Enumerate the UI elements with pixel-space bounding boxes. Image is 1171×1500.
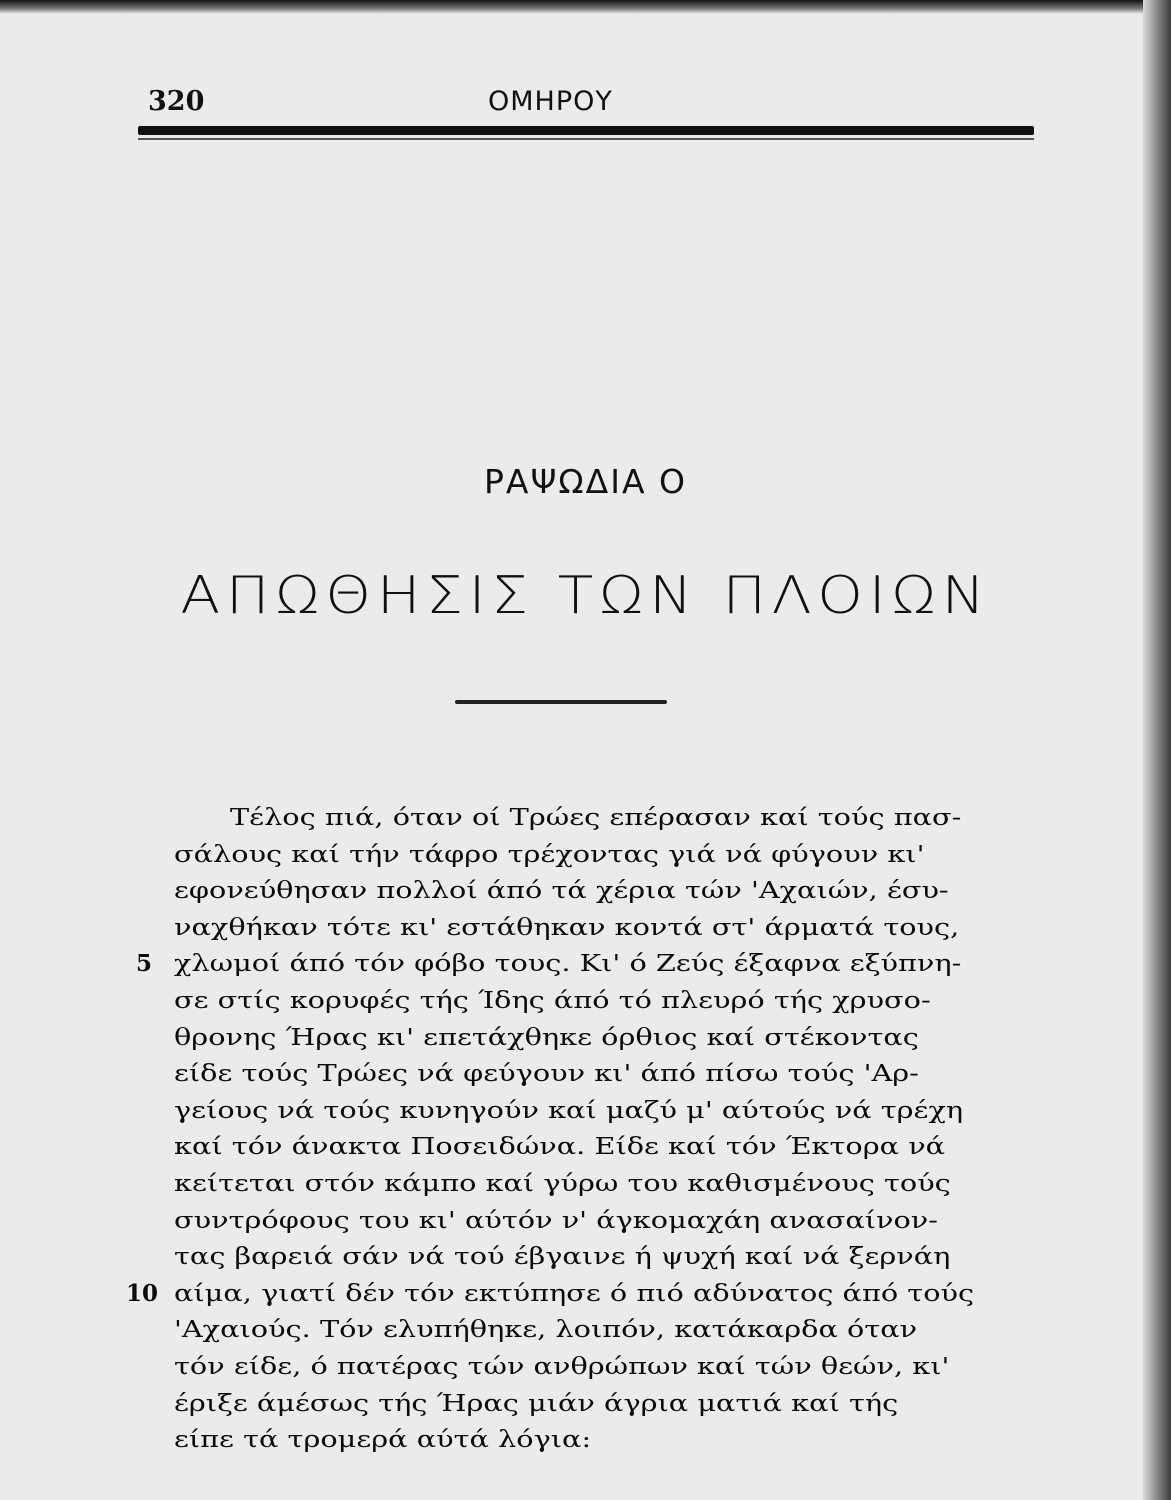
header-rule-thin <box>138 138 1034 140</box>
text-line <box>126 1276 1020 1313</box>
text-line <box>136 946 1020 983</box>
text-line <box>160 1349 1020 1386</box>
running-header <box>148 86 1028 126</box>
text-line <box>160 1129 1020 1166</box>
text-line <box>160 800 1020 837</box>
line-text: αίμα, γιατί δέν τόν εκτύπησε ό πιό αδύνατος άπό τούς <box>174 1280 975 1307</box>
line-text: Τέλος πιά, όταν οί Τρώες επέρασαν καί τούς πασ- <box>230 805 962 831</box>
scan-top-edge <box>0 0 1171 14</box>
text-line <box>160 910 1020 947</box>
line-text: συντρόφους του κι' αύτόν ν' άγκομαχάη ανασαίνον- <box>174 1207 938 1234</box>
title-separator-rule <box>455 700 667 704</box>
text-line <box>160 1312 1020 1349</box>
text-line <box>160 1422 1020 1459</box>
line-text: τας βαρειά σάν νά τού έβγαινε ή ψυχή καί νά ξερνάη <box>174 1244 951 1271</box>
rhapsody-heading: ΡΑΨΩΔΙΑ Ο <box>483 462 687 501</box>
running-title: ΟΜΗΡΟΥ <box>488 86 613 117</box>
header-rule <box>138 126 1034 135</box>
text-line <box>160 837 1020 874</box>
line-text: είδε τούς Τρώες νά φεύγουν κι' άπό πίσω τούς 'Αρ- <box>174 1061 919 1088</box>
text-line <box>160 1386 1020 1423</box>
text-line <box>160 1093 1020 1130</box>
text-line <box>160 1239 1020 1276</box>
page-number: 320 <box>148 86 205 117</box>
line-text: θρονης Ήρας κι' επετάχθηκε όρθιος καί στέκοντας <box>174 1024 919 1051</box>
line-text: κείτεται στόν κάμπο καί γύρω του καθισμένους τούς <box>174 1170 951 1197</box>
body-text <box>126 800 1020 1459</box>
line-text: είπε τά τρομερά αύτά λόγια: <box>174 1427 592 1454</box>
text-line <box>160 1056 1020 1093</box>
line-text: σε στίς κορυφές τής Ίδης άπό τό πλευρό τής χρυσο- <box>174 987 931 1014</box>
text-line <box>160 983 1020 1020</box>
book-title: ΑΠΩΘΗΣΙΣ ΤΩΝ ΠΛΟΙΩΝ <box>180 566 991 626</box>
line-text: εφονεύθησαν πολλοί άπό τά χέρια τών 'Αχαιών, έσυ- <box>174 878 949 905</box>
text-line <box>160 1020 1020 1057</box>
text-line <box>160 1203 1020 1240</box>
line-text: γείους νά τούς κυνηγούν καί μαζύ μ' αύτούς νά τρέχη <box>174 1097 964 1124</box>
line-text: χλωμοί άπό τόν φόβο τους. Κι' ό Ζεύς έξαφνα εξύπνη- <box>174 951 962 978</box>
line-text: τόν είδε, ό πατέρας τών ανθρώπων καί τών θεών, κι' <box>174 1353 950 1380</box>
line-number: 10 <box>126 1279 159 1307</box>
scan-right-edge <box>1143 0 1171 1500</box>
line-text: καί τόν άνακτα Ποσειδώνα. Είδε καί τόν Έκτορα νά <box>174 1134 946 1161</box>
text-line <box>160 1166 1020 1203</box>
line-number: 5 <box>136 950 153 978</box>
line-text: σάλους καί τήν τάφρο τρέχοντας γιά νά φύγουν κι' <box>174 841 925 868</box>
line-text: 'Αχαιούς. Τόν ελυπήθηκε, λοιπόν, κατάκαρδα όταν <box>174 1317 918 1344</box>
line-text: ναχθήκαν τότε κι' εστάθηκαν κοντά στ' άρματά τους, <box>174 914 960 941</box>
line-text: έριξε άμέσως τής Ήρας μιάν άγρια ματιά καί τής <box>174 1390 899 1417</box>
text-line <box>160 873 1020 910</box>
